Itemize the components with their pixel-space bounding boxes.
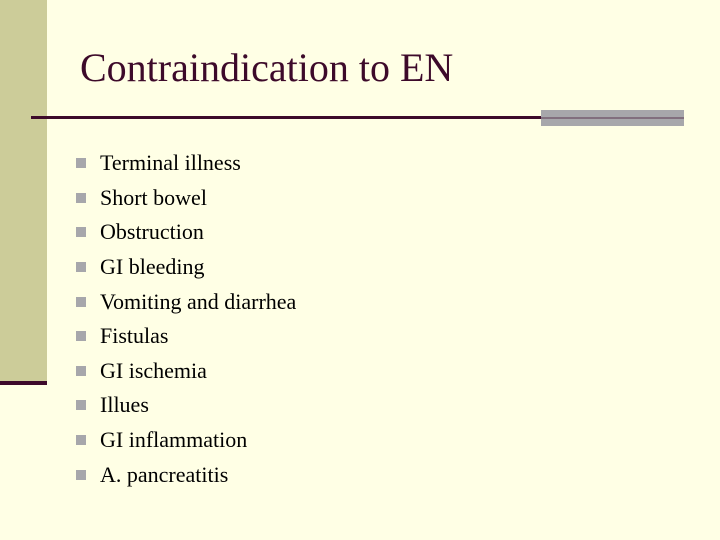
bullet-item: [76, 146, 296, 181]
square-bullet-icon: [76, 331, 86, 341]
square-bullet-icon: [76, 193, 86, 203]
bullet-item: [76, 181, 296, 216]
bullet-item: [76, 250, 296, 285]
side-decor-bar: [0, 0, 47, 382]
square-bullet-icon: [76, 470, 86, 480]
square-bullet-icon: [76, 435, 86, 445]
square-bullet-icon: [76, 158, 86, 168]
side-decor-bar-foot: [0, 381, 47, 385]
bullet-text: Vomiting and diarrhea: [100, 288, 297, 314]
bullet-item: [76, 423, 296, 458]
bullet-text: GI inflammation: [100, 427, 248, 453]
square-bullet-icon: [76, 262, 86, 272]
bullet-item: [76, 457, 296, 492]
bullet-item: [76, 215, 296, 250]
bullet-text: Short bowel: [100, 184, 207, 210]
square-bullet-icon: [76, 297, 86, 307]
bullet-list: [76, 146, 296, 492]
slide-title: Contraindication to EN: [80, 45, 454, 90]
bullet-text: Obstruction: [100, 219, 204, 245]
bullet-text: GI bleeding: [100, 254, 205, 280]
square-bullet-icon: [76, 227, 86, 237]
title-divider-rule: [31, 116, 541, 119]
bullet-item: [76, 284, 296, 319]
bullet-item: [76, 319, 296, 354]
square-bullet-icon: [76, 400, 86, 410]
bullet-item: [76, 388, 296, 423]
bullet-text: Terminal illness: [100, 150, 241, 176]
title-divider-accent-line: [541, 117, 684, 119]
bullet-text: GI ischemia: [100, 357, 207, 383]
bullet-text: Fistulas: [100, 323, 169, 349]
bullet-text: A. pancreatitis: [100, 461, 229, 487]
bullet-text: Illues: [100, 392, 149, 418]
bullet-item: [76, 354, 296, 389]
square-bullet-icon: [76, 366, 86, 376]
